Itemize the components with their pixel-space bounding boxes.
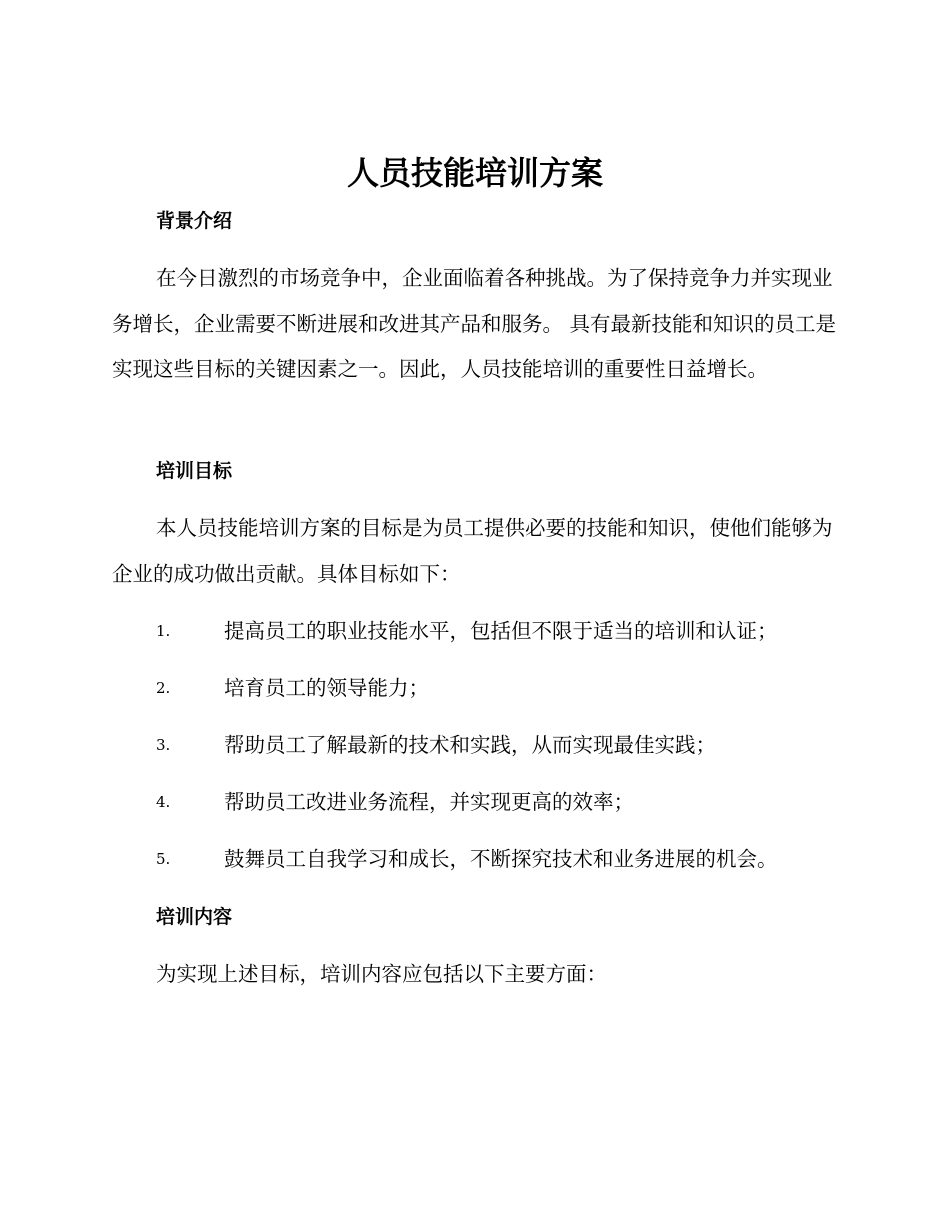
list-item [156, 730, 856, 760]
section-heading-background: 背景介绍 [156, 210, 233, 232]
list-item [156, 844, 856, 874]
section-paragraph-goals: 本人员技能培训方案的目标是为员工提供必要的技能和知识，使他们能够为企业的成功做出贡献。具体目标如下： [112, 516, 833, 586]
list-number: 1. [156, 622, 171, 640]
section-paragraph-content: 为实现上述目标，培训内容应包括以下主要方面： [156, 962, 607, 986]
section-heading-goals: 培训目标 [156, 460, 233, 482]
list-number: 2. [156, 679, 171, 697]
section-heading-content: 培训内容 [156, 906, 233, 928]
list-number: 5. [156, 850, 171, 868]
list-text: 帮助员工了解最新的技术和实践，从而实现最佳实践； [224, 733, 716, 757]
list-text: 培育员工的领导能力； [224, 676, 429, 700]
document-title: 人员技能培训方案 [346, 154, 603, 192]
list-item [156, 787, 856, 817]
list-number: 3. [156, 736, 171, 754]
list-item [156, 673, 856, 703]
list-text: 提高员工的职业技能水平，包括但不限于适当的培训和认证； [224, 619, 778, 643]
section-paragraph-background: 在今日激烈的市场竞争中，企业面临着各种挑战。为了保持竞争力并实现业务增长，企业需要不断进展和改进其产品和服务。 具有最新技能和知识的员工是实现这些目标的关键因素之一。因此，人员技能培训的重要性日益增长。 [112, 266, 837, 381]
list-text: 帮助员工改进业务流程，并实现更高的效率； [224, 790, 634, 814]
list-number: 4. [156, 793, 171, 811]
list-text: 鼓舞员工自我学习和成长，不断探究技术和业务进展的机会。 [224, 847, 778, 871]
list-item [156, 616, 856, 646]
